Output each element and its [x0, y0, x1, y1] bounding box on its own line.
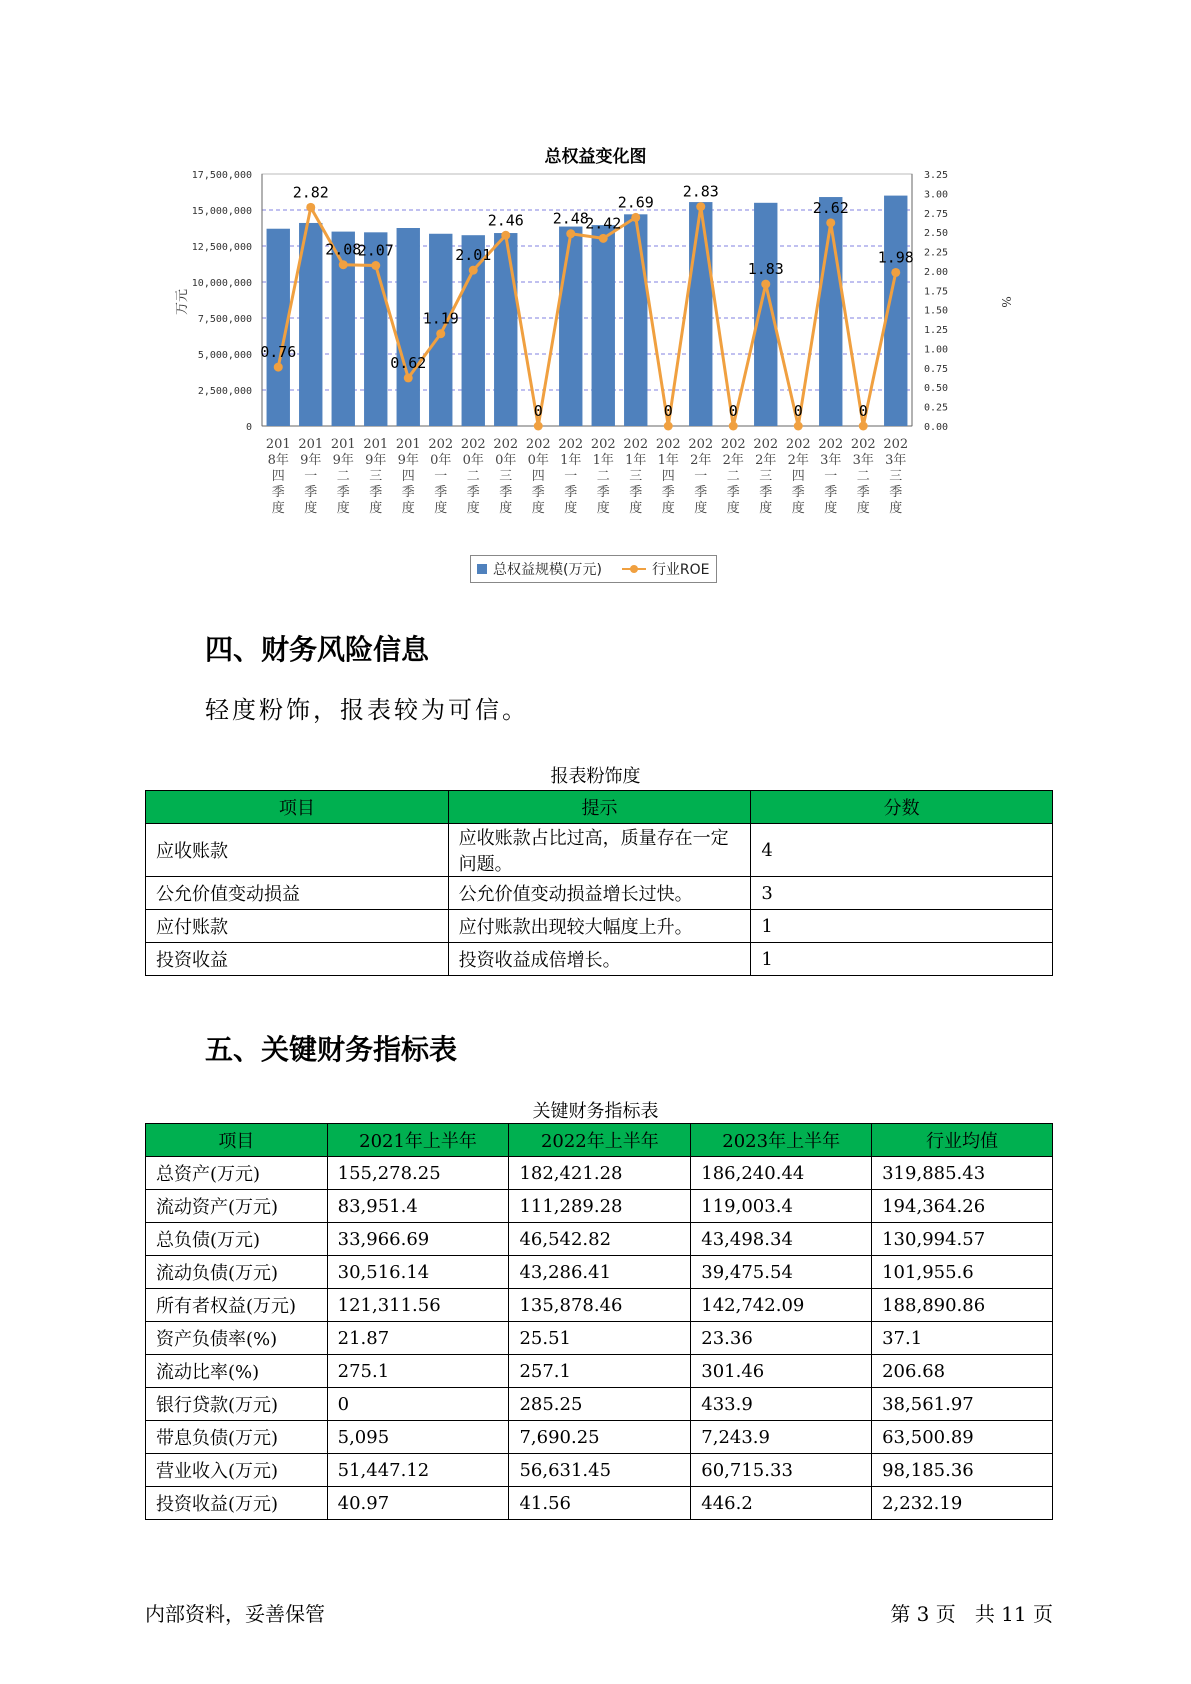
- table-row: [146, 1289, 1053, 1322]
- kpi-table-cell: 43,498.34: [691, 1223, 872, 1256]
- kpi-table-cell: 285.25: [509, 1388, 691, 1421]
- roe-point: [339, 260, 348, 269]
- kpi-table-cell: 投资收益(万元): [146, 1487, 328, 1520]
- y-left-tick-label: 15,000,000: [191, 206, 252, 217]
- kpi-table-header: [146, 1124, 1053, 1157]
- kpi-table-cell: 带息负债(万元): [146, 1421, 328, 1454]
- roe-point: [371, 261, 380, 270]
- kpi-table-cell: 98,185.36: [872, 1454, 1053, 1487]
- footer-confidential: 内部资料，妥善保管: [145, 1602, 325, 1626]
- y-right-tick-label: 1.75: [924, 286, 949, 298]
- risk-table-caption: 报表粉饰度: [550, 766, 641, 787]
- roe-point: [566, 229, 575, 238]
- y-right-axis-label: %: [999, 296, 1013, 308]
- roe-data-label: 2.42: [585, 214, 622, 233]
- risk-table-cell: 投资收益: [146, 943, 449, 976]
- roe-data-label: 2.46: [487, 211, 524, 230]
- x-tick-label: 季: [564, 485, 578, 500]
- kpi-table-cell: 446.2: [691, 1487, 872, 1520]
- x-tick-label: 季: [824, 485, 838, 500]
- x-tick-label: 度: [499, 501, 513, 516]
- kpi-table-cell: 41.56: [509, 1487, 691, 1520]
- table-row: [146, 1421, 1053, 1454]
- kpi-table-cell: 38,561.97: [872, 1388, 1053, 1421]
- x-tick-label: 202: [850, 437, 876, 452]
- roe-data-label: 0: [533, 402, 543, 420]
- chart-legend: [470, 555, 717, 583]
- x-tick-label: 季: [401, 485, 415, 500]
- chart-bar: [397, 228, 420, 426]
- x-tick-label: 度: [271, 501, 285, 516]
- kpi-table-cell: 46,542.82: [509, 1223, 691, 1256]
- roe-data-label: 2.69: [617, 193, 654, 212]
- kpi-table-header-cell: 项目: [146, 1124, 328, 1157]
- kpi-table-cell: 7,243.9: [691, 1421, 872, 1454]
- x-tick-label: 三: [889, 469, 903, 484]
- kpi-table-cell: 101,955.6: [872, 1256, 1053, 1289]
- x-tick-label: 202: [623, 437, 649, 452]
- roe-point: [534, 422, 543, 431]
- y-right-tick-label: 0.50: [924, 383, 949, 395]
- y-left-tick-label: 2,500,000: [197, 386, 252, 397]
- x-tick-label: 3年: [820, 453, 842, 468]
- kpi-table-cell: 23.36: [691, 1322, 872, 1355]
- x-tick-label: 202: [688, 437, 714, 452]
- kpi-table-cell: 56,631.45: [509, 1454, 691, 1487]
- x-tick-label: 度: [629, 501, 643, 516]
- kpi-table-header-cell: 2023年上半年: [691, 1124, 872, 1157]
- x-tick-label: 三: [499, 469, 513, 484]
- x-tick-label: 0年: [462, 453, 484, 468]
- roe-data-label: 2.48: [552, 209, 589, 228]
- kpi-table: [145, 1123, 1053, 1520]
- kpi-table-cell: 37.1: [872, 1322, 1053, 1355]
- kpi-table-cell: 182,421.28: [509, 1157, 691, 1190]
- kpi-table-cell: 21.87: [327, 1322, 509, 1355]
- y-left-axis-label: 万元: [175, 288, 190, 316]
- kpi-table-cell: 总负债(万元): [146, 1223, 328, 1256]
- roe-data-label: 2.07: [357, 241, 394, 260]
- roe-data-label: 2.82: [292, 183, 329, 202]
- kpi-table-cell: 0: [327, 1388, 509, 1421]
- x-tick-label: 度: [531, 501, 545, 516]
- y-right-tick-label: 2.00: [924, 266, 949, 278]
- x-tick-label: 四: [661, 469, 675, 484]
- table-row: [146, 1355, 1053, 1388]
- y-left-tick-label: 17,500,000: [191, 170, 252, 181]
- x-tick-label: 度: [791, 501, 805, 516]
- x-tick-label: 二: [466, 469, 480, 484]
- kpi-table-cell: 433.9: [691, 1388, 872, 1421]
- y-right-tick-label: 2.25: [924, 247, 949, 259]
- kpi-table-cell: 60,715.33: [691, 1454, 872, 1487]
- x-tick-label: 9年: [397, 453, 419, 468]
- kpi-table-header-cell: 2021年上半年: [327, 1124, 509, 1157]
- x-tick-label: 2年: [690, 453, 712, 468]
- section4-summary: 轻度粉饰，报表较为可信。: [205, 696, 529, 724]
- x-tick-label: 度: [759, 501, 773, 516]
- kpi-table-caption: 关键财务指标表: [532, 1101, 659, 1122]
- x-tick-label: 度: [564, 501, 578, 516]
- table-row: [146, 1256, 1053, 1289]
- kpi-table-cell: 25.51: [509, 1322, 691, 1355]
- risk-table-cell: 应收账款占比过高，质量存在一定问题。: [448, 824, 751, 877]
- chart-bar: [624, 214, 647, 426]
- roe-data-label: 1.83: [747, 260, 784, 279]
- x-tick-label: 一: [434, 469, 448, 484]
- x-tick-label: 季: [856, 485, 870, 500]
- x-tick-label: 季: [271, 485, 285, 500]
- x-tick-label: 三: [759, 469, 773, 484]
- x-tick-label: 0年: [527, 453, 549, 468]
- kpi-table-cell: 流动比率(%): [146, 1355, 328, 1388]
- roe-data-label: 0.62: [390, 353, 427, 372]
- equity-roe-chart: [0, 0, 1191, 560]
- x-tick-label: 二: [596, 469, 610, 484]
- y-right-tick-label: 1.25: [924, 325, 949, 337]
- x-tick-label: 201: [265, 437, 291, 452]
- x-tick-label: 1年: [625, 453, 647, 468]
- kpi-table-cell: 30,516.14: [327, 1256, 509, 1289]
- roe-data-label: 0.76: [260, 343, 297, 362]
- kpi-table-cell: 2,232.19: [872, 1487, 1053, 1520]
- kpi-table-cell: 206.68: [872, 1355, 1053, 1388]
- risk-table-cell: 公允价值变动损益增长过快。: [448, 877, 751, 910]
- kpi-table-cell: 资产负债率(%): [146, 1322, 328, 1355]
- x-tick-label: 0年: [430, 453, 452, 468]
- x-tick-label: 度: [694, 501, 708, 516]
- roe-point: [761, 280, 770, 289]
- y-right-tick-label: 2.50: [924, 228, 949, 240]
- risk-table-header: [146, 791, 1053, 824]
- kpi-table-cell: 130,994.57: [872, 1223, 1053, 1256]
- x-tick-label: 2年: [722, 453, 744, 468]
- section5-heading: 五、关键财务指标表: [205, 1033, 458, 1066]
- x-tick-label: 度: [304, 501, 318, 516]
- y-right-tick-label: 1.50: [924, 305, 949, 317]
- table-row: [146, 910, 1053, 943]
- x-tick-label: 季: [499, 485, 513, 500]
- x-tick-label: 201: [298, 437, 324, 452]
- kpi-table-cell: 83,951.4: [327, 1190, 509, 1223]
- x-tick-label: 度: [336, 501, 350, 516]
- table-row: [146, 824, 1053, 877]
- kpi-table-header-cell: 2022年上半年: [509, 1124, 691, 1157]
- chart-bar: [689, 202, 712, 426]
- kpi-table-cell: 40.97: [327, 1487, 509, 1520]
- y-right-tick-label: 2.75: [924, 208, 949, 220]
- roe-point: [274, 363, 283, 372]
- risk-table: [145, 790, 1053, 976]
- x-tick-label: 9年: [365, 453, 387, 468]
- roe-point: [599, 234, 608, 243]
- legend-bar-label: 总权益规模(万元): [493, 562, 602, 578]
- x-tick-label: 202: [590, 437, 616, 452]
- kpi-table-cell: 银行贷款(万元): [146, 1388, 328, 1421]
- x-tick-label: 度: [596, 501, 610, 516]
- kpi-table-cell: 275.1: [327, 1355, 509, 1388]
- x-tick-label: 一: [694, 469, 708, 484]
- x-tick-label: 度: [466, 501, 480, 516]
- kpi-table-cell: 流动负债(万元): [146, 1256, 328, 1289]
- x-tick-label: 度: [824, 501, 838, 516]
- x-tick-label: 四: [401, 469, 415, 484]
- table-row: [146, 877, 1053, 910]
- risk-table-cell: 1: [751, 910, 1053, 943]
- risk-table-cell: 应收账款: [146, 824, 449, 877]
- x-tick-label: 四: [271, 469, 285, 484]
- kpi-table-cell: 135,878.46: [509, 1289, 691, 1322]
- x-tick-label: 1年: [592, 453, 614, 468]
- risk-table-cell: 3: [751, 877, 1053, 910]
- kpi-table-cell: 所有者权益(万元): [146, 1289, 328, 1322]
- kpi-table-cell: 营业收入(万元): [146, 1454, 328, 1487]
- x-tick-label: 四: [531, 469, 545, 484]
- x-tick-label: 3年: [885, 453, 907, 468]
- risk-table-cell: 公允价值变动损益: [146, 877, 449, 910]
- y-right-tick-label: 0.75: [924, 363, 949, 375]
- roe-point: [729, 422, 738, 431]
- kpi-table-header-cell: 行业均值: [872, 1124, 1053, 1157]
- x-tick-label: 三: [629, 469, 643, 484]
- kpi-table-cell: 51,447.12: [327, 1454, 509, 1487]
- kpi-table-cell: 5,095: [327, 1421, 509, 1454]
- table-row: [146, 1487, 1053, 1520]
- x-tick-label: 度: [401, 501, 415, 516]
- x-tick-label: 季: [726, 485, 740, 500]
- x-tick-label: 三: [369, 469, 383, 484]
- roe-data-label: 0: [858, 402, 868, 420]
- x-tick-label: 8年: [267, 453, 289, 468]
- roe-point: [306, 203, 315, 212]
- roe-data-label: 2.01: [455, 246, 492, 265]
- kpi-table-cell: 7,690.25: [509, 1421, 691, 1454]
- table-row: [146, 1157, 1053, 1190]
- roe-point: [664, 422, 673, 431]
- x-tick-label: 202: [525, 437, 551, 452]
- x-tick-label: 季: [531, 485, 545, 500]
- kpi-table-cell: 63,500.89: [872, 1421, 1053, 1454]
- x-tick-label: 季: [434, 485, 448, 500]
- x-tick-label: 二: [336, 469, 350, 484]
- chart-title: 总权益变化图: [544, 147, 647, 167]
- roe-point: [696, 202, 705, 211]
- x-tick-label: 季: [791, 485, 805, 500]
- kpi-table-cell: 119,003.4: [691, 1190, 872, 1223]
- roe-point: [891, 268, 900, 277]
- y-left-tick-label: 7,500,000: [197, 314, 252, 325]
- risk-table-cell: 应付账款出现较大幅度上升。: [448, 910, 751, 943]
- x-tick-label: 度: [726, 501, 740, 516]
- x-tick-label: 季: [369, 485, 383, 500]
- x-tick-label: 202: [493, 437, 519, 452]
- x-tick-label: 201: [363, 437, 389, 452]
- kpi-table-cell: 186,240.44: [691, 1157, 872, 1190]
- roe-data-label: 0: [728, 402, 738, 420]
- kpi-table-cell: 总资产(万元): [146, 1157, 328, 1190]
- x-tick-label: 季: [889, 485, 903, 500]
- y-left-tick-label: 5,000,000: [197, 350, 252, 361]
- x-tick-label: 2年: [787, 453, 809, 468]
- y-right-tick-label: 0.00: [924, 422, 949, 433]
- kpi-table-cell: 111,289.28: [509, 1190, 691, 1223]
- x-tick-label: 0年: [495, 453, 517, 468]
- roe-data-label: 1.19: [422, 309, 459, 328]
- table-row: [146, 943, 1053, 976]
- kpi-table-cell: 33,966.69: [327, 1223, 509, 1256]
- x-tick-label: 度: [661, 501, 675, 516]
- roe-data-label: 0: [663, 402, 673, 420]
- table-row: [146, 1223, 1053, 1256]
- roe-point: [826, 218, 835, 227]
- x-tick-label: 1年: [657, 453, 679, 468]
- x-tick-label: 3年: [852, 453, 874, 468]
- risk-table-header-cell: 分数: [751, 791, 1053, 824]
- y-right-tick-label: 3.00: [924, 189, 949, 201]
- kpi-table-cell: 43,286.41: [509, 1256, 691, 1289]
- x-tick-label: 度: [889, 501, 903, 516]
- x-tick-label: 季: [596, 485, 610, 500]
- y-right-tick-label: 1.00: [924, 344, 949, 356]
- x-tick-label: 2年: [755, 453, 777, 468]
- x-tick-label: 202: [785, 437, 811, 452]
- x-tick-label: 一: [824, 469, 838, 484]
- x-tick-label: 202: [818, 437, 844, 452]
- x-tick-label: 1年: [560, 453, 582, 468]
- y-right-tick-label: 3.25: [924, 170, 949, 181]
- x-tick-label: 季: [661, 485, 675, 500]
- x-tick-label: 9年: [332, 453, 354, 468]
- roe-data-label: 2.08: [325, 240, 362, 259]
- risk-table-header-cell: 提示: [448, 791, 751, 824]
- y-left-tick-label: 0: [245, 422, 252, 433]
- footer-page-number: 第 3 页 共 11 页: [890, 1602, 1053, 1626]
- kpi-table-cell: 39,475.54: [691, 1256, 872, 1289]
- kpi-table-cell: 319,885.43: [872, 1157, 1053, 1190]
- x-tick-label: 202: [428, 437, 454, 452]
- x-tick-label: 202: [558, 437, 584, 452]
- x-tick-label: 202: [753, 437, 779, 452]
- chart-bar: [494, 233, 517, 426]
- roe-data-label: 2.83: [682, 182, 719, 201]
- x-tick-label: 202: [655, 437, 681, 452]
- kpi-table-cell: 155,278.25: [327, 1157, 509, 1190]
- x-tick-label: 季: [336, 485, 350, 500]
- x-tick-label: 二: [726, 469, 740, 484]
- kpi-table-cell: 194,364.26: [872, 1190, 1053, 1223]
- y-left-tick-label: 12,500,000: [191, 242, 252, 253]
- x-tick-label: 一: [564, 469, 578, 484]
- roe-data-label: 1.98: [877, 248, 914, 267]
- x-tick-label: 季: [466, 485, 480, 500]
- roe-point: [631, 213, 640, 222]
- x-tick-label: 季: [694, 485, 708, 500]
- x-tick-label: 202: [720, 437, 746, 452]
- roe-data-label: 2.62: [812, 198, 849, 217]
- roe-data-label: 0: [793, 402, 803, 420]
- roe-point: [404, 373, 413, 382]
- kpi-table-cell: 流动资产(万元): [146, 1190, 328, 1223]
- x-tick-label: 度: [434, 501, 448, 516]
- legend-line-swatch: [622, 564, 646, 574]
- legend-line-label: 行业ROE: [651, 562, 710, 578]
- table-row: [146, 1322, 1053, 1355]
- x-tick-label: 9年: [300, 453, 322, 468]
- kpi-table-cell: 301.46: [691, 1355, 872, 1388]
- x-tick-label: 度: [856, 501, 870, 516]
- x-tick-label: 二: [856, 469, 870, 484]
- x-tick-label: 季: [759, 485, 773, 500]
- legend-bar-swatch: [477, 564, 487, 574]
- risk-table-cell: 4: [751, 824, 1053, 877]
- kpi-table-cell: 121,311.56: [327, 1289, 509, 1322]
- x-tick-label: 201: [395, 437, 421, 452]
- roe-point: [794, 422, 803, 431]
- risk-table-cell: 投资收益成倍增长。: [448, 943, 751, 976]
- kpi-table-cell: 188,890.86: [872, 1289, 1053, 1322]
- x-tick-label: 202: [883, 437, 909, 452]
- chart-bar: [559, 227, 582, 426]
- roe-point: [469, 266, 478, 275]
- x-tick-label: 度: [369, 501, 383, 516]
- kpi-table-cell: 142,742.09: [691, 1289, 872, 1322]
- x-tick-label: 201: [330, 437, 356, 452]
- table-row: [146, 1454, 1053, 1487]
- x-tick-label: 季: [629, 485, 643, 500]
- table-row: [146, 1388, 1053, 1421]
- section4-heading: 四、财务风险信息: [205, 633, 430, 666]
- y-right-tick-label: 0.25: [924, 402, 949, 414]
- chart-bar: [592, 225, 615, 426]
- x-tick-label: 202: [460, 437, 486, 452]
- kpi-table-cell: 257.1: [509, 1355, 691, 1388]
- roe-point: [436, 329, 445, 338]
- roe-point: [859, 422, 868, 431]
- x-tick-label: 一: [304, 469, 318, 484]
- x-tick-label: 季: [304, 485, 318, 500]
- table-row: [146, 1190, 1053, 1223]
- risk-table-cell: 应付账款: [146, 910, 449, 943]
- y-left-tick-label: 10,000,000: [191, 278, 252, 289]
- risk-table-cell: 1: [751, 943, 1053, 976]
- roe-point: [501, 231, 510, 240]
- risk-table-header-cell: 项目: [146, 791, 449, 824]
- x-tick-label: 四: [791, 469, 805, 484]
